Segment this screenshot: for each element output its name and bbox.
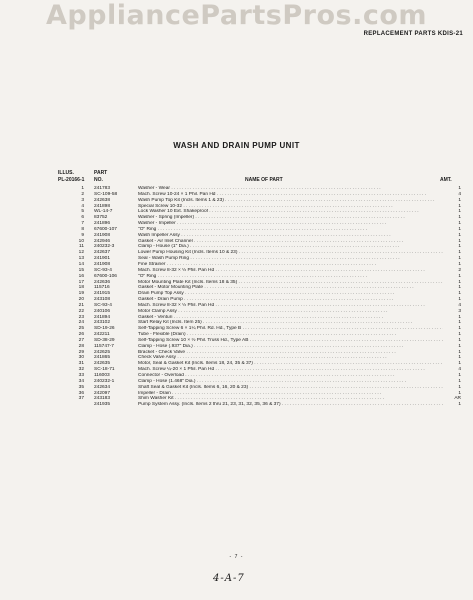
part-name: Lock Washer 10 Ext. Shakeproof . . . [138, 209, 443, 215]
part-name: Mach. Screw 10-24 × 1 Phil. Pan Hd . . . [138, 192, 443, 198]
part-name: Clamp - House (1" Dia.) . . . [138, 244, 443, 250]
part-amount: 1 [445, 344, 461, 350]
part-amount: 3 [445, 309, 461, 315]
part-header-line2: NO. [94, 177, 103, 183]
part-name: Impeller - Drain . . . [138, 391, 443, 397]
part-name: Washer - Spring (Impeller) . . . [138, 215, 443, 221]
watermark: AppliancePartsPros.com [45, 0, 428, 31]
part-name: Special Screw 10-32 . . . [138, 204, 443, 210]
illus-number: 37 [78, 396, 84, 402]
part-number: 240232-1 [94, 378, 115, 384]
part-number: SC-109-58 [94, 191, 118, 197]
part-name: Motor, Seal & Gasket Kit (Incls. Items 18, 24, 35 & 37) . . . [138, 361, 443, 367]
illus-number: 3 [81, 197, 84, 203]
part-name: Fine Strainer . . . [138, 262, 443, 268]
illus-number: 26 [78, 332, 84, 338]
parts-list [0, 186, 473, 408]
part-amount: 1 [445, 274, 461, 280]
part-amount: 1 [445, 402, 461, 408]
illus-number: 1 [81, 186, 84, 191]
part-name: Tube - Flexible (Drain) . . . [138, 332, 443, 338]
illus-number: 18 [78, 285, 84, 291]
illus-number: 23 [78, 314, 84, 320]
illus-number: 20 [78, 297, 84, 303]
part-number: 242637 [94, 250, 111, 256]
amt-column-header: AMT. [440, 177, 452, 183]
part-amount: 1 [445, 297, 461, 303]
page-title: WASH AND DRAIN PUMP UNIT [173, 141, 300, 150]
part-name: Pump System Assy. (Incls. Items 2 thru 21, 23, 31, 32, 35, 36 & 37) . . . [138, 402, 443, 408]
illus-number: 7 [81, 221, 84, 227]
part-number: WL-14-7 [94, 209, 113, 215]
illus-number: 11 [79, 244, 84, 250]
part-name: Wash Pump Top Kit (Incls. Items 1 & 23) . . . [138, 198, 443, 204]
part-amount: 1 [445, 233, 461, 239]
illus-number: 29 [78, 349, 84, 355]
part-amount: 2 [445, 268, 461, 274]
illus-number: 8 [81, 226, 84, 232]
part-amount: 1 [445, 204, 461, 210]
part-number: 115716 [94, 285, 110, 291]
part-number: 242638 [94, 197, 111, 203]
part-name: Gasket - Venturi . . . [138, 315, 443, 321]
part-amount: 1 [445, 373, 461, 379]
illus-number: 28 [78, 343, 84, 349]
part-amount: 4 [445, 192, 461, 198]
part-number: 115747-7 [94, 343, 114, 349]
part-name: Start Relay Kit (Incls. Item 25) . . . [138, 320, 443, 326]
part-amount: 1 [445, 244, 461, 250]
part-name: Motor Mounting Plate Kit (Incls. Items 18 & 35) . . . [138, 280, 443, 286]
name-column-header: NAME OF PART [245, 177, 283, 183]
illus-number: 9 [81, 232, 84, 238]
illus-column-header [58, 170, 84, 184]
part-number: 241894 [94, 314, 111, 320]
part-amount: 4 [445, 367, 461, 373]
illus-number: 30 [78, 355, 84, 361]
part-number: SC-93-4 [94, 302, 112, 308]
illus-number: 17 [78, 279, 84, 285]
part-amount: 1 [445, 221, 461, 227]
part-name: Motor Clamp Assy . . . [138, 309, 443, 315]
part-name: Mach. Screw ¼-20 × 1 Phil. Pan Hd . . . [138, 367, 443, 373]
illus-number: 27 [78, 337, 84, 343]
part-number: 243183 [94, 396, 111, 402]
part-number: 242635 [94, 361, 111, 367]
illus-number: 25 [78, 326, 84, 332]
part-amount: 1 [445, 338, 461, 344]
part-name: Gasket - Drain Pump . . . [138, 297, 443, 303]
illus-number: 24 [78, 320, 84, 326]
part-name: Washer - Wear . . . [138, 186, 443, 192]
part-name: Gasket - Air Inlet Channel . . . [138, 239, 443, 245]
part-amount: 1 [445, 239, 461, 245]
part-amount: 1 [445, 355, 461, 361]
parts-row [0, 402, 473, 408]
handwritten-note: 4-A-7 [213, 573, 245, 584]
part-amount: 1 [445, 291, 461, 297]
part-amount: 1 [445, 186, 461, 192]
part-name: Drain Pump Top Assy . . . [138, 291, 443, 297]
illus-number: 33 [78, 373, 84, 378]
part-amount: 1 [445, 350, 461, 356]
illus-number: 36 [78, 390, 84, 396]
part-amount: 1 [445, 332, 461, 338]
part-name: Shim Washer Kit . . . [138, 396, 443, 402]
part-name: Wash Impeller Assy . . . [138, 233, 443, 239]
part-amount: 1 [445, 361, 461, 367]
part-number: 240106 [94, 308, 111, 314]
part-amount: 1 [445, 320, 461, 326]
part-number: 241901 [94, 256, 111, 262]
part-number: 242634 [94, 384, 111, 390]
part-number: SC-18-71 [94, 367, 115, 373]
illus-number: 34 [78, 378, 84, 384]
part-name: Check Valve Assy . . . [138, 355, 443, 361]
illus-number: 31 [78, 361, 84, 367]
illus-number: 5 [81, 209, 84, 215]
part-amount: 1 [445, 326, 461, 332]
illus-number: 12 [78, 250, 84, 256]
illus-number: 4 [81, 203, 84, 209]
illus-number: 21 [78, 302, 84, 308]
part-number: 116003 [94, 373, 110, 378]
part-number: SD-19-26 [94, 326, 115, 332]
part-name: "O" Ring . . . [138, 274, 443, 280]
part-name: Mach. Screw 8-32 × ½ Phil. Pan Hd . . . [138, 268, 443, 274]
part-number: 240232-3 [94, 244, 115, 250]
part-name: Washer - Impeller . . . [138, 221, 443, 227]
part-amount: 1 [445, 215, 461, 221]
illus-number: 16 [78, 273, 84, 279]
part-number: 67600-106 [94, 273, 117, 279]
part-number: 241915 [94, 291, 111, 297]
part-name: Bracket - Check Valve . . . [138, 350, 443, 356]
part-number: 242636 [94, 279, 111, 285]
part-amount: 1 [445, 315, 461, 321]
part-number: 241908 [94, 232, 111, 238]
illus-number: 19 [78, 291, 84, 297]
part-column-header [94, 170, 107, 184]
part-amount: 1 [445, 227, 461, 233]
part-number: 241898 [94, 203, 111, 209]
part-number: 241896 [94, 221, 111, 227]
illus-number: 2 [81, 191, 84, 197]
page-number: - 7 - [229, 554, 244, 560]
part-amount: 1 [445, 391, 461, 397]
part-amount: 1 [445, 280, 461, 286]
illus-number: 15 [78, 267, 84, 273]
part-number: SC-93-4 [94, 267, 112, 273]
part-name: Connector - Overload . . . [138, 373, 443, 379]
illus-number: 32 [78, 367, 84, 373]
part-number: 241865 [94, 355, 111, 361]
part-name: Self-Tapping Screw 10 × ½ Phil. Truss Hd., Type AB . . . [138, 338, 443, 344]
part-number: 242946 [94, 238, 111, 244]
illus-header-line1: ILLUS. [58, 170, 74, 176]
part-amount: 1 [445, 250, 461, 256]
part-number: 67600-107 [94, 226, 117, 232]
part-amount: 1 [445, 379, 461, 385]
part-name: Self-Tapping Screw 6 × 1¼ Phil. Rd. Hd., Type B . . . [138, 326, 443, 332]
illus-number: 10 [78, 238, 84, 244]
part-name: Clamp - Hose (.937" Dia.) . . . [138, 344, 443, 350]
part-name: Shaft Seal & Gasket Kit (Incls. Items 6, 16, 20 & 23) . . . [138, 385, 443, 391]
part-name: Clamp - Hose (1.468" Dia.) . . . [138, 379, 443, 385]
part-name: Lower Pump Housing Kit (Incls. Items 10 & 23) . . . [138, 250, 443, 256]
part-name: Gasket - Motor Mounting Plate . . . [138, 285, 443, 291]
part-number: 241908 [94, 261, 111, 267]
part-amount: AR [445, 396, 461, 402]
illus-number: 14 [78, 261, 84, 267]
part-amount: 1 [445, 198, 461, 204]
illus-number: 13 [78, 256, 84, 262]
part-name: "O" Ring . . . [138, 227, 443, 233]
illus-number: 22 [78, 308, 84, 314]
part-amount: 1 [445, 256, 461, 262]
part-header-line1: PART [94, 170, 108, 176]
part-number: 242211 [94, 332, 110, 338]
illus-number: 6 [81, 215, 84, 221]
part-number: 241935 [94, 402, 111, 408]
part-amount: 1 [445, 209, 461, 215]
part-number: SD-38-29 [94, 337, 115, 343]
part-number: 242625 [94, 349, 111, 355]
part-amount: 4 [445, 303, 461, 309]
illus-number: 35 [78, 384, 84, 390]
part-number: 243102 [94, 320, 111, 326]
illus-header-line2: PL-20166-1 [58, 177, 85, 183]
part-number: 83752 [94, 215, 108, 221]
part-name: Seal - Wash Pump Ring . . . [138, 256, 443, 262]
document-header: REPLACEMENT PARTS KDIS-21 [363, 31, 463, 37]
part-number: 243108 [94, 297, 111, 303]
part-amount: 1 [445, 285, 461, 291]
part-number: 241783 [94, 186, 111, 191]
part-number: 242097 [94, 390, 111, 396]
part-amount: 1 [445, 385, 461, 391]
part-name: Mach. Screw 8-32 × ½ Phil. Pan Hd . . . [138, 303, 443, 309]
part-amount: 1 [445, 262, 461, 268]
